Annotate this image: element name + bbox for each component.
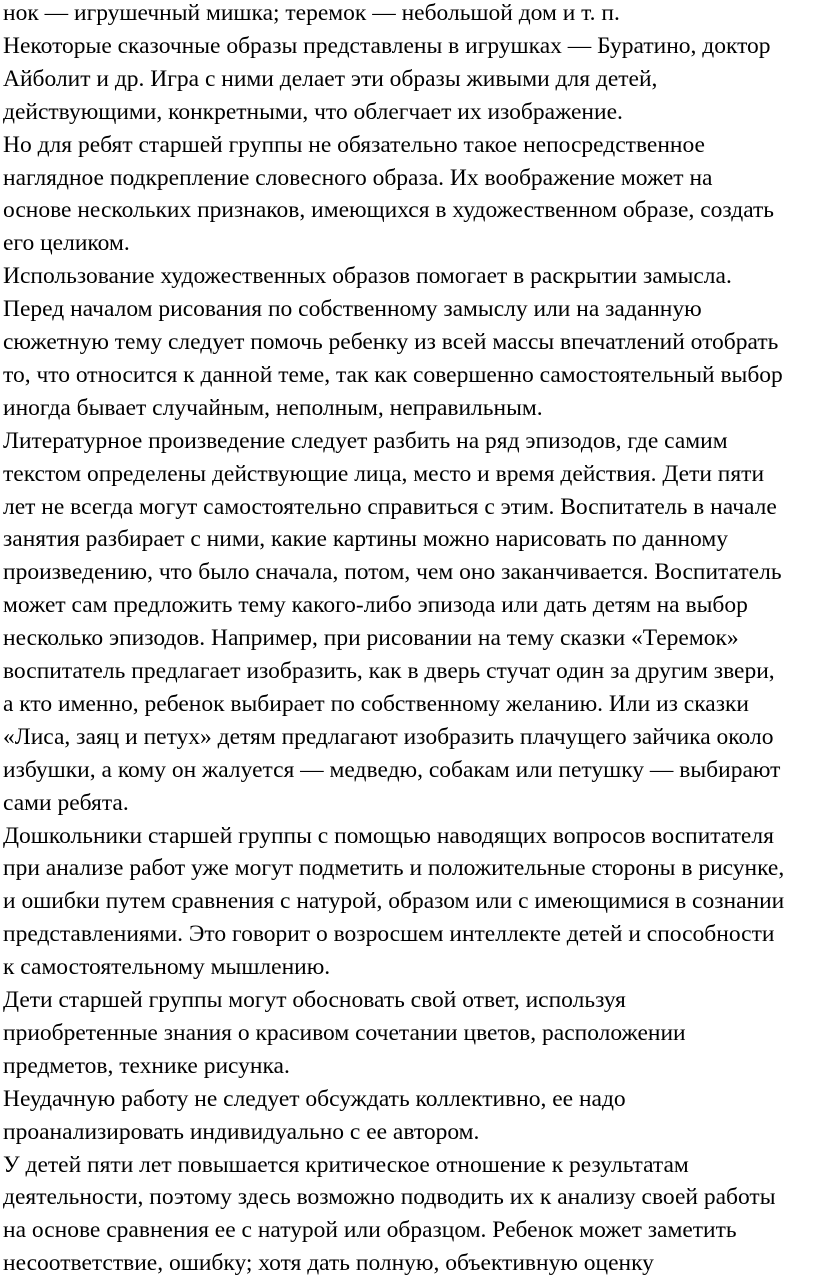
text-line: предметов, технике рисунка. <box>3 1052 290 1079</box>
text-line: воспитатель предлагает изобразить, как в дверь стучат один за другим звери, <box>3 658 775 684</box>
text-line: У детей пяти лет повышается критическое отношение к результатам <box>3 1151 689 1178</box>
text-line: а кто именно, ребенок выбирает по собственному желанию. Или из сказки <box>3 690 750 717</box>
text-line: несоответствие, ошибку; хотя дать полную, объективную оценку <box>3 1250 654 1277</box>
text-line: нок — игрушечный мишка; теремок — небольшой дом и т. п. <box>3 0 620 26</box>
text-line: Айболит и др. Игра с ними делает эти образы живыми для детей, <box>3 65 658 92</box>
text-line: Литературное произведение следует разбить на ряд эпизодов, где самим <box>3 427 728 454</box>
text-line: Использование художественных образов помогает в раскрытии замысла. <box>3 263 732 290</box>
text-line: сюжетную тему следует помочь ребенку из всей массы впечатлений отобрать <box>3 329 779 355</box>
text-line: лет не всегда могут самостоятельно справиться с этим. Воспитатель в начале <box>3 493 777 520</box>
text-line: Неудачную работу не следует обсуждать коллективно, ее надо <box>3 1085 626 1112</box>
text-line: текстом определены действующие лица, место и время действия. Дети пяти <box>3 460 765 487</box>
text-line: деятельности, поэтому здесь возможно подводить их к анализу своей работы <box>3 1184 776 1211</box>
text-line: наглядное подкрепление словесного образа. Их воображение может на <box>3 164 713 191</box>
text-line: действующими, конкретными, что облегчает их изображение. <box>3 98 623 125</box>
text-line: к самостоятельному мышлению. <box>3 954 331 981</box>
text-line: его целиком. <box>3 230 130 257</box>
text-line: при анализе работ уже могут подметить и положительные стороны в рисунке, <box>3 855 785 882</box>
text-line: Некоторые сказочные образы представлены в игрушках — Буратино, доктор <box>3 32 771 59</box>
text-line: несколько эпизодов. Например, при рисовании на тему сказки «Теремок» <box>3 625 739 652</box>
text-line: «Лиса, заяц и петух» детям предлагают изобразить плачущего зайчика около <box>3 723 774 750</box>
text-line: иногда бывает случайным, неполным, неправильным. <box>3 394 543 421</box>
text-line: приобретенные знания о красивом сочетании цветов, расположении <box>3 1019 686 1046</box>
text-line: и ошибки путем сравнения с натурой, образом или с имеющимися в сознании <box>3 888 785 915</box>
text-line: Дети старшей группы могут обосновать свой ответ, используя <box>3 987 626 1013</box>
text-line: избушки, а кому он жалуется — медведю, собакам или петушку — выбирают <box>3 756 781 783</box>
text-line: произведению, что было сначала, потом, чем оно заканчивается. Воспитатель <box>3 559 782 586</box>
text-line: Перед началом рисования по собственному замыслу или на заданную <box>3 296 702 323</box>
text-line: может сам предложить тему какого-либо эпизода или дать детям на выбор <box>3 592 748 619</box>
text-line: на основе сравнения ее с натурой или образцом. Ребенок может заметить <box>3 1217 737 1244</box>
text-line: Но для ребят старшей группы не обязательно такое непосредственное <box>3 131 705 158</box>
text-line: представлениями. Это говорит о возросшем интеллекте детей и способности <box>3 921 775 948</box>
text-line: основе нескольких признаков, имеющихся в художественном образе, создать <box>3 197 775 224</box>
text-line: Дошкольники старшей группы с помощью наводящих вопросов воспитателя <box>3 822 774 849</box>
text-line: проанализировать индивидуально с ее автором. <box>3 1118 480 1145</box>
text-line: то, что относится к данной теме, так как совершенно самостоятельный выбор <box>3 361 783 388</box>
text-line: занятия разбирает с ними, какие картины можно нарисовать по данному <box>3 526 728 553</box>
text-line: сами ребята. <box>3 789 129 816</box>
